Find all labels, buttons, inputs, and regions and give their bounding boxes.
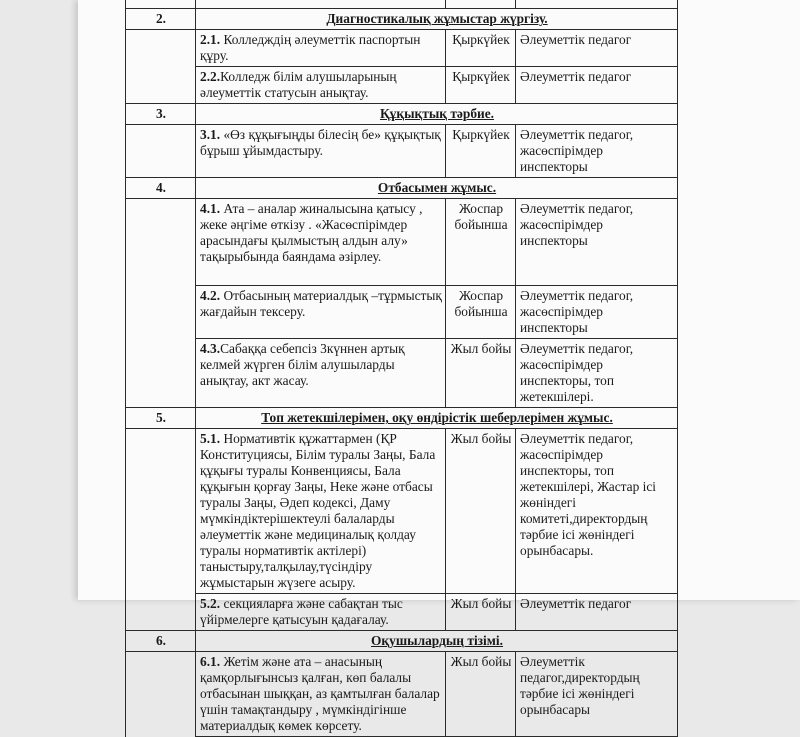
- section-title: Оқушылардың тізімі.: [196, 631, 678, 652]
- item-text-cell: [196, 339, 446, 408]
- table-row: [126, 594, 678, 631]
- item-text-cell: [196, 125, 446, 178]
- section-number: 2.: [126, 9, 196, 30]
- row-number-cell: [126, 339, 196, 408]
- empty-cell: [126, 0, 196, 9]
- item-term: Жоспар бойынша: [446, 286, 516, 339]
- row-number-cell: [126, 594, 196, 631]
- item-term: Жыл бойы: [446, 429, 516, 594]
- item-text-cell: [196, 30, 446, 67]
- item-responsible: Әлеуметтік педагог, жасөспірімдер инспекторы: [516, 199, 678, 286]
- section-row: [126, 104, 678, 125]
- table-row: [126, 125, 678, 178]
- section-row: [126, 408, 678, 429]
- item-code: 5.2.: [200, 596, 221, 611]
- item-code: 3.1.: [200, 127, 221, 142]
- item-responsible: Әлеуметтік педагог: [516, 67, 678, 104]
- plan-table: [125, 0, 678, 737]
- table-row: [126, 199, 678, 286]
- item-term: Жыл бойы: [446, 339, 516, 408]
- empty-cell: [516, 0, 678, 9]
- item-text: Колледждің әлеуметтік паспортын құру.: [200, 32, 421, 63]
- row-number-cell: [126, 286, 196, 339]
- item-responsible: Әлеуметтік педагог, жасөспірімдер инспекторы, топ жетекшілері, Жастар ісі жөніндегі комитеті,директордың тәрбие ісі жөніндегі орынбасары.: [516, 429, 678, 594]
- item-code: 5.1.: [200, 431, 221, 446]
- item-text: Колледж білім алушыларының әлеуметтік статусын анықтау.: [200, 69, 397, 100]
- top-row: [126, 0, 678, 9]
- section-title: Құқықтық тәрбие.: [196, 104, 678, 125]
- item-responsible: Әлеуметтік педагог: [516, 30, 678, 67]
- item-term: Жыл бойы: [446, 652, 516, 737]
- item-term: Қыркүйек: [446, 30, 516, 67]
- item-text: «Өз құқығыңды білесің бе» құқықтық бұрыш ұйымдастыру.: [200, 127, 441, 158]
- item-responsible: Әлеуметтік педагог,директордың тәрбие ісі жөніндегі орынбасары: [516, 652, 678, 737]
- table-row: [126, 339, 678, 408]
- item-term: Жоспар бойынша: [446, 199, 516, 286]
- item-term: Жыл бойы: [446, 594, 516, 631]
- row-number-cell: [126, 429, 196, 594]
- item-code: 2.2.: [200, 69, 221, 84]
- section-number: 4.: [126, 178, 196, 199]
- row-number-cell: [126, 125, 196, 178]
- item-text: Сабаққа себепсіз 3күннен артық келмей жүрген білім алушыларды анықтау, акт жасау.: [200, 341, 405, 388]
- table-row: [126, 652, 678, 737]
- item-code: 2.1.: [200, 32, 221, 47]
- item-text: Ата – аналар жиналысына қатысу , жеке әңгіме өткізу . «Жасөспірімдер арасындағы қылмыстың алдын алу» тақырыбында баяндама әзірлеу.: [200, 201, 423, 264]
- item-code: 4.2.: [200, 288, 221, 303]
- item-responsible: Әлеуметтік педагог: [516, 594, 678, 631]
- row-number-cell: [126, 652, 196, 737]
- section-number: 5.: [126, 408, 196, 429]
- item-code: 4.3.: [200, 341, 221, 356]
- item-code: 6.1.: [200, 654, 221, 669]
- section-number: 6.: [126, 631, 196, 652]
- item-text-cell: [196, 286, 446, 339]
- item-text-cell: [196, 67, 446, 104]
- section-number: 3.: [126, 104, 196, 125]
- table-row: [126, 286, 678, 339]
- item-text: Отбасының материалдық –тұрмыстық жағдайын тексеру.: [200, 288, 442, 319]
- item-text: Нормативтік құжаттармен (ҚР Конституциясы, Білім туралы Заңы, Бала құқығы туралы Конвенциясы, Бала құқығын қорғау Заңы, Неке және отбасы туралы Заңы, Әдеп кодексі, Даму мүмкіндіктерішектеулі балаларды әлеуметтік және медициналық қолдау туралы нормативтік актілері) таныстыру,талқылау,түсіндіру жұмыстарын жүзеге асыру.: [200, 431, 436, 590]
- section-title: Топ жетекшілерімен, оқу өндірістік шеберлерімен жұмыс.: [196, 408, 678, 429]
- section-row: [126, 9, 678, 30]
- section-row: [126, 631, 678, 652]
- table-row: [126, 67, 678, 104]
- item-text: секцияларға және сабақтан тыс үйірмелерге қатысуын қадағалау.: [200, 596, 403, 627]
- plan-table-body: [126, 0, 678, 737]
- empty-cell: [446, 0, 516, 9]
- item-responsible: Әлеуметтік педагог, жасөспірімдер инспекторы, топ жетекшілері.: [516, 339, 678, 408]
- section-title: Диагностикалық жұмыстар жүргізу.: [196, 9, 678, 30]
- row-number-cell: [126, 199, 196, 286]
- item-text: Жетім және ата – анасының қамқорлығынсыз қалған, көп балалы отбасынан шыққан, аз қамтылған балалар үшін тамақтандыру , мүмкіндігінше материалдық көмек көрсету.: [200, 654, 440, 733]
- item-code: 4.1.: [200, 201, 221, 216]
- item-text-cell: [196, 199, 446, 286]
- item-text-cell: [196, 594, 446, 631]
- item-responsible: Әлеуметтік педагог, жасөспірімдер инспекторы: [516, 286, 678, 339]
- item-term: Қыркүйек: [446, 125, 516, 178]
- item-responsible: Әлеуметтік педагог, жасөспірімдер инспекторы: [516, 125, 678, 178]
- table-row: [126, 429, 678, 594]
- section-title: Отбасымен жұмыс.: [196, 178, 678, 199]
- row-number-cell: [126, 30, 196, 67]
- item-term: Қыркүйек: [446, 67, 516, 104]
- row-number-cell: [126, 67, 196, 104]
- section-row: [126, 178, 678, 199]
- spacer: [200, 265, 442, 283]
- empty-cell: [196, 0, 446, 9]
- item-text-cell: [196, 429, 446, 594]
- item-text-cell: [196, 652, 446, 737]
- table-row: [126, 30, 678, 67]
